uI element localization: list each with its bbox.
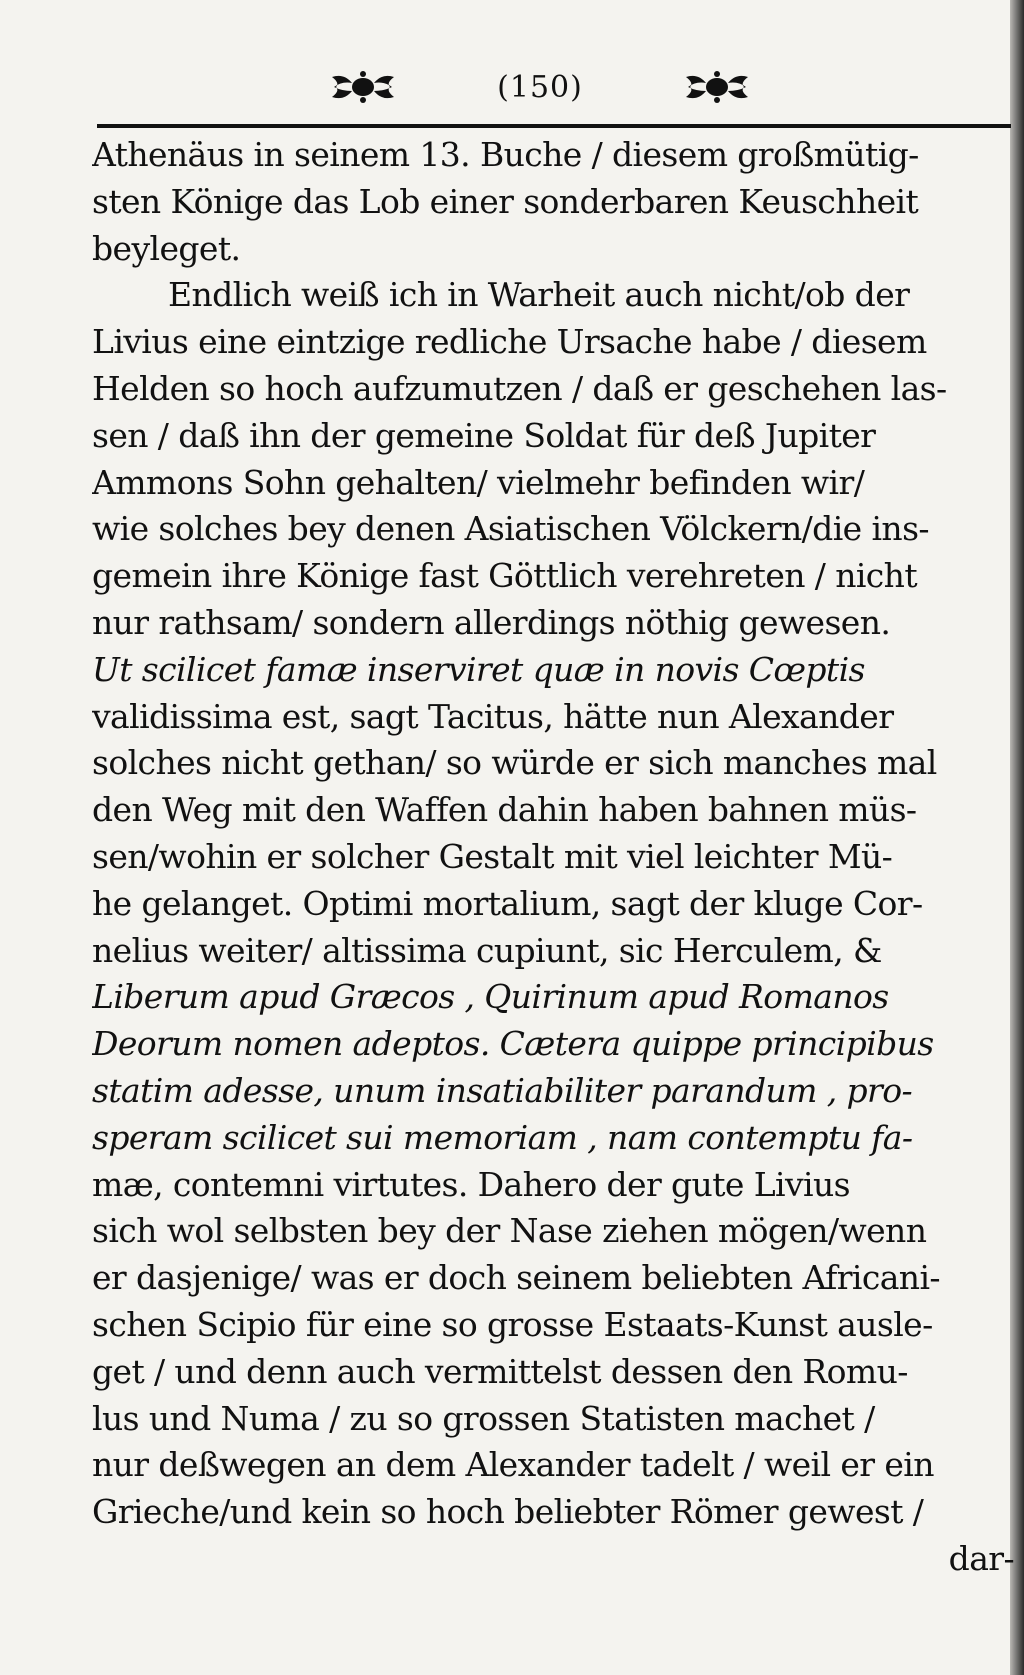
text-line: wie solches bey denen Asiatischen Völckern/die ins-	[92, 509, 929, 549]
text-line: Helden so hoch aufzumutzen / daß er geschehen las-	[92, 368, 947, 408]
text-line: beyleget.	[92, 228, 241, 268]
text-line: validissima est, sagt Tacitus, hätte nun Alexander	[92, 696, 894, 736]
text-line: Ammons Sohn gehalten/ vielmehr befinden wir/	[92, 462, 865, 502]
page-header	[330, 62, 750, 112]
text-line: mæ, contemni virtutes. Dahero der gute Livius	[92, 1164, 850, 1204]
text-line: he gelanget. Optimi mortalium, sagt der kluge Cor-	[92, 883, 923, 923]
text-line: solches nicht gethan/ so würde er sich manches mal	[92, 743, 937, 783]
body-text	[92, 132, 1014, 1583]
text-line: statim adesse, unum insatiabiliter parandum , pro-	[92, 1070, 913, 1110]
text-line: get / und denn auch vermittelst dessen den Romu-	[92, 1351, 908, 1391]
catchword: dar-	[948, 1538, 1014, 1578]
text-line: nur deßwegen an dem Alexander tadelt / weil er ein	[92, 1445, 934, 1485]
text-line: gemein ihre Könige fast Göttlich verehreten / nicht	[92, 556, 917, 596]
text-line: sich wol selbsten bey der Nase ziehen mögen/wenn	[92, 1211, 927, 1251]
text-line: Livius eine eintzige redliche Ursache habe / diesem	[92, 322, 927, 362]
text-line: nur rathsam/ sondern allerdings nöthig gewesen.	[92, 602, 891, 642]
text-line: sen/wohin er solcher Gestalt mit viel leichter Mü-	[92, 836, 893, 876]
text-line: Athenäus in seinem 13. Buche / diesem großmütig-	[92, 135, 919, 174]
text-line: Endlich weiß ich in Warheit auch nicht/ob der	[168, 275, 910, 315]
text-line: nelius weiter/ altissima cupiunt, sic Herculem, &	[92, 930, 882, 970]
text-line: speram scilicet sui memoriam , nam contemptu fa-	[92, 1117, 913, 1157]
text-line: den Weg mit den Waffen dahin haben bahnen müs-	[92, 790, 917, 830]
text-line: Grieche/und kein so hoch beliebter Römer gewest /	[92, 1492, 924, 1532]
right-ornament-icon	[684, 69, 750, 105]
text-line: Liberum apud Græcos , Quirinum apud Romanos	[92, 977, 889, 1017]
header-rule	[97, 124, 1011, 128]
page-number: (150)	[497, 69, 583, 105]
text-line: sten Könige das Lob einer sonderbaren Keuschheit	[92, 181, 919, 221]
text-line: Ut scilicet famæ inserviret quæ in novis Cœptis	[92, 649, 865, 689]
text-line: sen / daß ihn der gemeine Soldat für deß Jupiter	[92, 415, 876, 455]
left-ornament-icon	[330, 69, 396, 105]
text-line: schen Scipio für eine so grosse Estaats-Kunst ausle-	[92, 1304, 933, 1344]
text-line: lus und Numa / zu so grossen Statisten machet /	[92, 1398, 875, 1438]
text-line: er dasjenige/ was er doch seinem beliebten Africani-	[92, 1258, 940, 1298]
text-line: Deorum nomen adeptos. Cætera quippe principibus	[92, 1024, 934, 1064]
